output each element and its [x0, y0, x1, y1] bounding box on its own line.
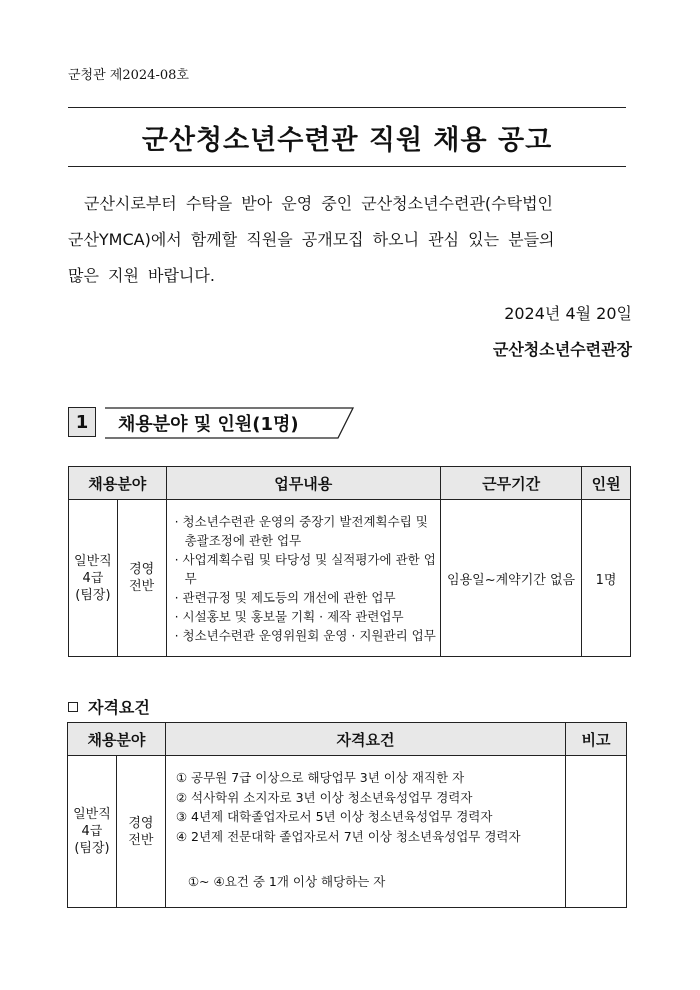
header-count: 인원 — [582, 467, 631, 500]
duty-item: · 시설홍보 및 홍보물 기획 · 제작 관련업무 — [174, 608, 404, 624]
section-title: 채용분야 및 인원(1명) — [118, 414, 299, 435]
area-line: 경영 — [128, 815, 154, 831]
qual-item: ③ 4년제 대학졸업자로서 5년 이상 청소년육성업무 경력자 — [175, 809, 493, 824]
qualification-heading — [68, 695, 150, 718]
grade-cell — [68, 756, 117, 908]
area-cell — [116, 756, 165, 908]
notice-date: 2024년 4월 20일 — [504, 304, 632, 323]
qual-item: ① 공무원 7급 이상으로 해당업무 3년 이상 재직한 자 — [175, 770, 465, 785]
count-cell: 1명 — [582, 500, 631, 657]
section-number-box: 1 — [68, 407, 96, 437]
grade-line: 4급 — [82, 570, 104, 586]
area-cell — [117, 500, 166, 657]
grade-line: (팀장) — [74, 841, 110, 856]
quals-cell — [165, 756, 565, 908]
qual-item: ② 석사학위 소지자로 3년 이상 청소년육성업무 경력자 — [175, 789, 473, 805]
grade-line: 일반직 — [74, 553, 112, 569]
qual-item: ④ 2년제 전문대학 졸업자로서 7년 이상 청소년육성업무 경력자 — [175, 828, 521, 844]
header-period: 근무기간 — [441, 467, 582, 500]
header-field: 채용분야 — [69, 467, 167, 500]
qualification-table — [67, 722, 627, 908]
document-number: 군청관 제2024-08호 — [68, 68, 189, 83]
header-quals: 자격요건 — [165, 723, 565, 756]
quals-list — [166, 756, 565, 854]
table-row — [68, 756, 627, 908]
table-header-row — [68, 723, 627, 756]
area-line: 전반 — [128, 832, 154, 848]
qual-note: ①~ ④요건 중 1개 이상 해당하는 자 — [187, 874, 386, 889]
qualification-heading-text: 자격요건 — [88, 698, 150, 717]
page-title: 군산청소년수련관 직원 채용 공고 — [141, 124, 553, 156]
remark-cell — [566, 756, 627, 908]
section-title-frame — [104, 407, 354, 437]
intro-line-2: 군산YMCA)에서 함께할 직원을 공개모집 하오니 관심 있는 분들의 — [68, 230, 555, 249]
intro-paragraph — [68, 186, 633, 294]
table-header-row — [69, 467, 631, 500]
square-bullet-icon — [68, 702, 78, 712]
duty-item: · 사업계획수립 및 타당성 및 실적평가에 관한 업무 — [174, 551, 436, 586]
period-cell: 임용일~계약기간 없음 — [441, 500, 582, 657]
grade-line: 4급 — [81, 824, 103, 839]
signer: 군산청소년수련관장 — [492, 340, 632, 359]
intro-line-3: 많은 지원 바랍니다. — [68, 266, 215, 285]
area-line: 전반 — [129, 579, 155, 594]
duty-item: · 관련규정 및 제도등의 개선에 관한 업무 — [174, 589, 396, 605]
grade-line: 일반직 — [73, 807, 111, 822]
duties-list — [167, 502, 440, 655]
grade-cell — [69, 500, 118, 657]
recruitment-table — [68, 466, 631, 657]
duty-item: · 청소년수련관 운영의 중장기 발전계획수립 및 총괄조정에 관한 업무 — [174, 513, 428, 548]
table-row — [69, 500, 631, 657]
header-duties: 업무내용 — [166, 467, 440, 500]
area-line: 경영 — [129, 562, 155, 577]
header-field: 채용분야 — [68, 723, 166, 756]
duty-item: · 청소년수련관 운영위원회 운영 · 지원관리 업무 — [174, 627, 436, 643]
intro-line-1: 군산시로부터 수탁을 받아 운영 중인 군산청소년수련관(수탁법인 — [84, 194, 553, 213]
header-note: 비고 — [566, 723, 627, 756]
grade-line: (팀장) — [75, 587, 111, 603]
duties-cell — [166, 500, 440, 657]
title-box — [68, 107, 626, 167]
